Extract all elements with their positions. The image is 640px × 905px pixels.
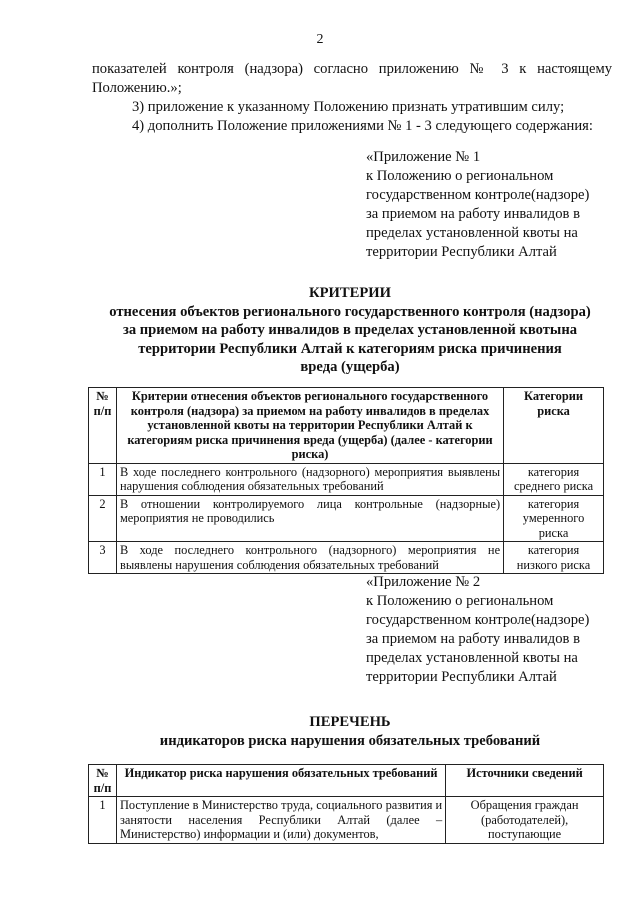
header-sources: Источники сведений [446,765,604,797]
criteria-title-line: за приемом на работу инвалидов в пределах установленной квотына [122,322,578,338]
header-indicator: Индикатор риска нарушения обязательных требований [116,765,445,797]
appendix-1-line: государственном контроле(надзоре) [366,187,590,203]
appendix-1-line: пределах установленной квоты на [366,225,578,241]
criteria-title [80,284,620,377]
criteria-table [88,387,604,574]
indicators-title-line: ПЕРЕЧЕНЬ [309,714,391,730]
appendix-2-line: государственном контроле(надзоре) [366,612,590,628]
row-indicator: Поступление в Министерство труда, социального развития и занятости населения Республики Алтай (далее – Министерство) информации и (или) документов, [116,797,445,844]
table-row [89,542,604,574]
row-category: категория низкого риска [504,542,604,574]
intro-item-4: 4) дополнить Положение приложениями № 1 - 3 следующего содержания: [132,118,593,134]
indicators-table [88,764,604,844]
criteria-table-header [89,388,604,464]
appendix-2-line: пределах установленной квоты на [366,650,578,666]
intro-line-1: показателей контроля (надзора) согласно приложению № 3 к настоящему [92,61,612,77]
row-num: 2 [89,495,117,542]
indicators-title-line: индикаторов риска нарушения обязательных требований [159,732,541,749]
row-criteria: В ходе последнего контрольного (надзорного) мероприятия выявлены нарушения соблюдения обязательных требований [116,463,503,495]
appendix-1-line: территории Республики Алтай [366,244,557,260]
row-num: 1 [89,797,117,844]
header-num: № п/п [89,765,117,797]
header-category: Категории риска [504,388,604,464]
row-criteria: В отношении контролируемого лица контрольные (надзорные) мероприятия не проводились [116,495,503,542]
row-sources: Обращения граждан (работодателей), поступающие [446,797,604,844]
appendix-2-line: к Положению о региональном [366,593,554,609]
appendix-2-heading [366,573,616,687]
criteria-title-line: КРИТЕРИИ [309,285,391,301]
criteria-title-line: отнесения объектов регионального государственного контроля (надзора) [109,303,591,320]
indicators-table-header [89,765,604,797]
table-row [89,797,604,844]
intro-line-2: Положению.»; [92,80,182,96]
criteria-title-line: вреда (ущерба) [300,359,400,375]
row-criteria: В ходе последнего контрольного (надзорного) мероприятия не выявлены нарушения соблюдения обязательных требований [116,542,503,574]
intro-item-3: 3) приложение к указанному Положению признать утратившим силу; [132,99,565,115]
header-num: № п/п [89,388,117,464]
appendix-1-line: «Приложение № 1 [366,149,481,165]
appendix-2-line: «Приложение № 2 [366,574,481,590]
header-criteria: Критерии отнесения объектов регионального государственного контроля (надзора) за приемом на работу инвалидов в пределах установленной квоты на территории Республики Алтай к категориям риска причинения вреда (ущерба) (далее - категории риска) [116,388,503,464]
page-number: 2 [316,32,324,47]
table-row [89,463,604,495]
appendix-1-line: за приемом на работу инвалидов в [366,206,580,222]
table-row [89,495,604,542]
row-num: 1 [89,463,117,495]
appendix-2-line: за приемом на работу инвалидов в [366,631,580,647]
row-num: 3 [89,542,117,574]
criteria-title-line: территории Республики Алтай к категориям риска причинения [138,340,562,357]
indicators-title [80,713,620,750]
appendix-1-line: к Положению о региональном [366,168,554,184]
row-category: категория среднего риска [504,463,604,495]
row-category: категория умеренного риска [504,495,604,542]
appendix-2-line: территории Республики Алтай [366,669,557,685]
intro-paragraph [92,60,612,136]
appendix-1-heading [366,148,616,262]
